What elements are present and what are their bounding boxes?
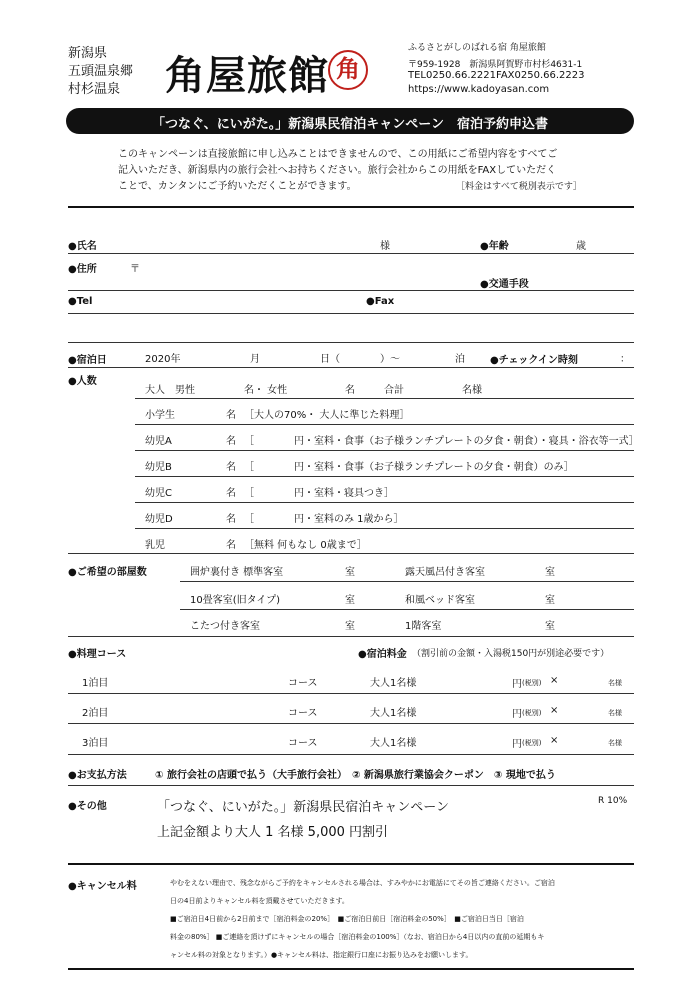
- divider: [68, 863, 634, 865]
- cancel-line: 料金の80%］ ■ご連絡を頂けずにキャンセルの場合［宿泊料金の100%］（なお、宿泊日から4日以内の直前の延期もキ: [170, 933, 545, 941]
- yen-label: 円: [512, 679, 522, 690]
- child-unit: 名: [226, 410, 236, 421]
- room-unit: 室: [545, 621, 555, 632]
- other-code: R 10%: [598, 796, 628, 806]
- night-label: 2泊目: [82, 708, 109, 719]
- total-unit: 名様: [462, 385, 482, 396]
- logo-mark-text: 角: [336, 55, 360, 83]
- page-title: 「つなぐ、にいがた。」新潟県民宿泊キャンペーン 宿泊予約申込書: [152, 117, 548, 132]
- night-label: 3泊目: [82, 738, 109, 749]
- room-unit: 室: [545, 595, 555, 606]
- total-label: 合計: [384, 385, 404, 396]
- tax-label: (税別): [522, 709, 542, 717]
- name-label: ●氏名: [68, 241, 97, 252]
- cancel-line: ャンセル料の対象となります。）●キャンセル料は、指定銀行口座にお振り込みをお願いします。: [170, 951, 473, 959]
- fee-note: （割引前の金額・入湯税150円が別途必要です）: [412, 649, 610, 659]
- child-unit: 名: [226, 540, 236, 551]
- child-desc: ［ 円・室料・食事（お子様ランチプレートの夕食・朝食）のみ］: [244, 462, 574, 473]
- divider: [68, 290, 634, 291]
- tax-label: (税別): [522, 739, 542, 747]
- child-unit: 名: [226, 436, 236, 447]
- name-suffix: 様: [380, 241, 390, 252]
- course-label: コース: [288, 738, 318, 749]
- divider: [68, 553, 634, 554]
- people-unit: 名様: [608, 739, 622, 747]
- checkin-label: ●チェックイン時刻: [490, 355, 578, 366]
- divider: [68, 367, 634, 368]
- other-label: ●その他: [68, 801, 107, 812]
- payment-label: ●お支払方法: [68, 770, 127, 781]
- divider: [68, 723, 634, 724]
- divider: [135, 398, 634, 399]
- inn-tel-fax: TEL0250.66.2221FAX0250.66.2223: [408, 70, 585, 81]
- stay-nights: 泊: [455, 354, 465, 365]
- times-label: ×: [550, 735, 559, 746]
- divider: [135, 476, 634, 477]
- divider: [135, 502, 634, 503]
- per-adult: 大人1名様: [370, 678, 417, 689]
- age-label: ●年齢: [480, 241, 509, 252]
- people-label: ●人数: [68, 376, 97, 387]
- adult-female: 名・ 女性: [244, 385, 288, 396]
- divider: [68, 968, 634, 970]
- divider: [68, 253, 634, 254]
- room-type: 和風ベッド客室: [405, 595, 475, 606]
- divider: [180, 581, 634, 582]
- child-type: 幼児D: [145, 514, 173, 525]
- room-type: 露天風呂付き客室: [405, 567, 485, 578]
- child-desc: ［大人の70%・ 大人に準じた料理］: [244, 410, 410, 421]
- tel-field[interactable]: [100, 292, 355, 310]
- cancel-line: やむをえない理由で、残念ながらご予約をキャンセルされる場合は、すみやかにお電話にてその旨ご連絡ください。ご宿泊: [170, 879, 555, 887]
- room-type: 10畳客室(旧タイプ): [190, 595, 281, 606]
- name-field[interactable]: [110, 232, 370, 250]
- room-unit: 室: [545, 567, 555, 578]
- child-unit: 名: [226, 514, 236, 525]
- child-desc: ［ 円・室料・食事（お子様ランチプレートの夕食・朝食）・寝具・浴衣等一式］: [244, 436, 639, 447]
- divider: [68, 313, 634, 314]
- cancel-label: ●キャンセル料: [68, 881, 137, 892]
- location-line-2: 五頭温泉郷: [68, 64, 134, 79]
- meal-course-label: ●料理コース: [68, 649, 127, 660]
- other-line-2: 上記金額より大人 1 名様 5,000 円割引: [157, 825, 389, 840]
- inn-logo: 角屋旅館: [165, 52, 329, 99]
- payment-options: ① 旅行会社の店頭で払う（大手旅行会社） ② 新潟県旅行業協会クーポン ③ 現地で払う: [155, 770, 556, 781]
- divider: [68, 693, 634, 694]
- location-line-1: 新潟県: [68, 46, 108, 61]
- fee-label: ●宿泊料金: [358, 649, 407, 660]
- address-field[interactable]: [145, 258, 470, 288]
- age-field[interactable]: [530, 232, 570, 250]
- tax-label: (税別): [522, 679, 542, 687]
- inn-tagline: ふるさとがしのばれる宿 角屋旅館: [408, 43, 546, 53]
- intro-line-3: ことで、カンタンにご予約いただくことができます。: [118, 181, 357, 192]
- people-unit: 名様: [608, 679, 622, 687]
- room-type: こたつ付き客室: [190, 621, 260, 632]
- stay-year: 2020年: [145, 354, 181, 365]
- yen-label: 円: [512, 709, 522, 720]
- times-label: ×: [550, 705, 559, 716]
- intro-note: ［料金はすべて税別表示です］: [456, 182, 582, 192]
- divider: [68, 754, 634, 755]
- times-label: ×: [550, 675, 559, 686]
- fax-field[interactable]: [400, 292, 630, 310]
- room-unit: 室: [345, 621, 355, 632]
- rooms-label: ●ご希望の部屋数: [68, 567, 147, 578]
- yen-label: 円: [512, 739, 522, 750]
- inn-url: https://www.kadoyasan.com: [408, 84, 550, 95]
- cancel-line: ■ご宿泊日4日前から2日前まで［宿泊料金の20%］ ■ご宿泊日前日［宿泊料金の50%］ ■ご宿泊日当日［宿泊: [170, 915, 524, 923]
- child-type: 小学生: [145, 410, 175, 421]
- fax-label: ●Fax: [366, 296, 395, 307]
- stay-month: 月: [250, 354, 260, 365]
- course-label: コース: [288, 678, 318, 689]
- divider: [135, 528, 634, 529]
- cancel-line: 日の4日前よりキャンセル料を頂戴させていただきます。: [170, 897, 349, 905]
- divider: [135, 450, 634, 451]
- other-line-1: 「つなぐ、にいがた。」新潟県民宿泊キャンペーン: [157, 800, 449, 815]
- room-unit: 室: [345, 595, 355, 606]
- child-desc: ［無料 何もなし 0歳まで］: [244, 540, 367, 551]
- divider: [68, 636, 634, 637]
- location-line-3: 村杉温泉: [68, 82, 121, 97]
- room-type: 囲炉裏付き 標準客室: [190, 567, 284, 578]
- child-type: 乳児: [145, 540, 165, 551]
- transport-field[interactable]: [540, 270, 630, 288]
- logo-mark: [328, 50, 368, 90]
- child-type: 幼児A: [145, 436, 172, 447]
- stay-day: 日（: [320, 354, 340, 365]
- adult-male: 大人 男性: [145, 385, 195, 396]
- course-label: コース: [288, 708, 318, 719]
- intro-line-2: 記入いただき、新潟県内の旅行会社へお持ちください。旅行会社からこの用紙をFAXしていただく: [118, 165, 557, 176]
- divider: [135, 424, 634, 425]
- checkin-colon: ：: [620, 354, 630, 365]
- room-type: 1階客室: [405, 621, 442, 632]
- people-unit: 名様: [608, 709, 622, 717]
- age-suffix: 歳: [576, 241, 586, 252]
- address-label: ●住所: [68, 264, 97, 275]
- intro-line-1: このキャンペーンは直接旅館に申し込みことはできませんので、この用紙にご希望内容をすべてご: [118, 149, 558, 160]
- divider: [68, 206, 634, 208]
- child-unit: 名: [226, 462, 236, 473]
- divider: [68, 785, 634, 786]
- postal-mark: 〒: [130, 264, 140, 275]
- divider: [180, 609, 634, 610]
- transport-label: ●交通手段: [480, 279, 529, 290]
- per-adult: 大人1名様: [370, 708, 417, 719]
- room-unit: 室: [345, 567, 355, 578]
- child-desc: ［ 円・室料・寝具つき］: [244, 488, 394, 499]
- night-label: 1泊目: [82, 678, 109, 689]
- per-adult: 大人1名様: [370, 738, 417, 749]
- child-type: 幼児B: [145, 462, 172, 473]
- divider: [68, 342, 634, 343]
- child-desc: ［ 円・室料のみ 1歳から］: [244, 514, 404, 525]
- child-unit: 名: [226, 488, 236, 499]
- stay-date-label: ●宿泊日: [68, 355, 107, 366]
- stay-paren: ）～: [380, 354, 400, 365]
- inn-address: 〒959-1928 新潟県阿賀野市村杉4631-1: [408, 60, 583, 70]
- tel-label: ●Tel: [68, 296, 93, 307]
- child-type: 幼児C: [145, 488, 172, 499]
- adult-unit: 名: [345, 385, 355, 396]
